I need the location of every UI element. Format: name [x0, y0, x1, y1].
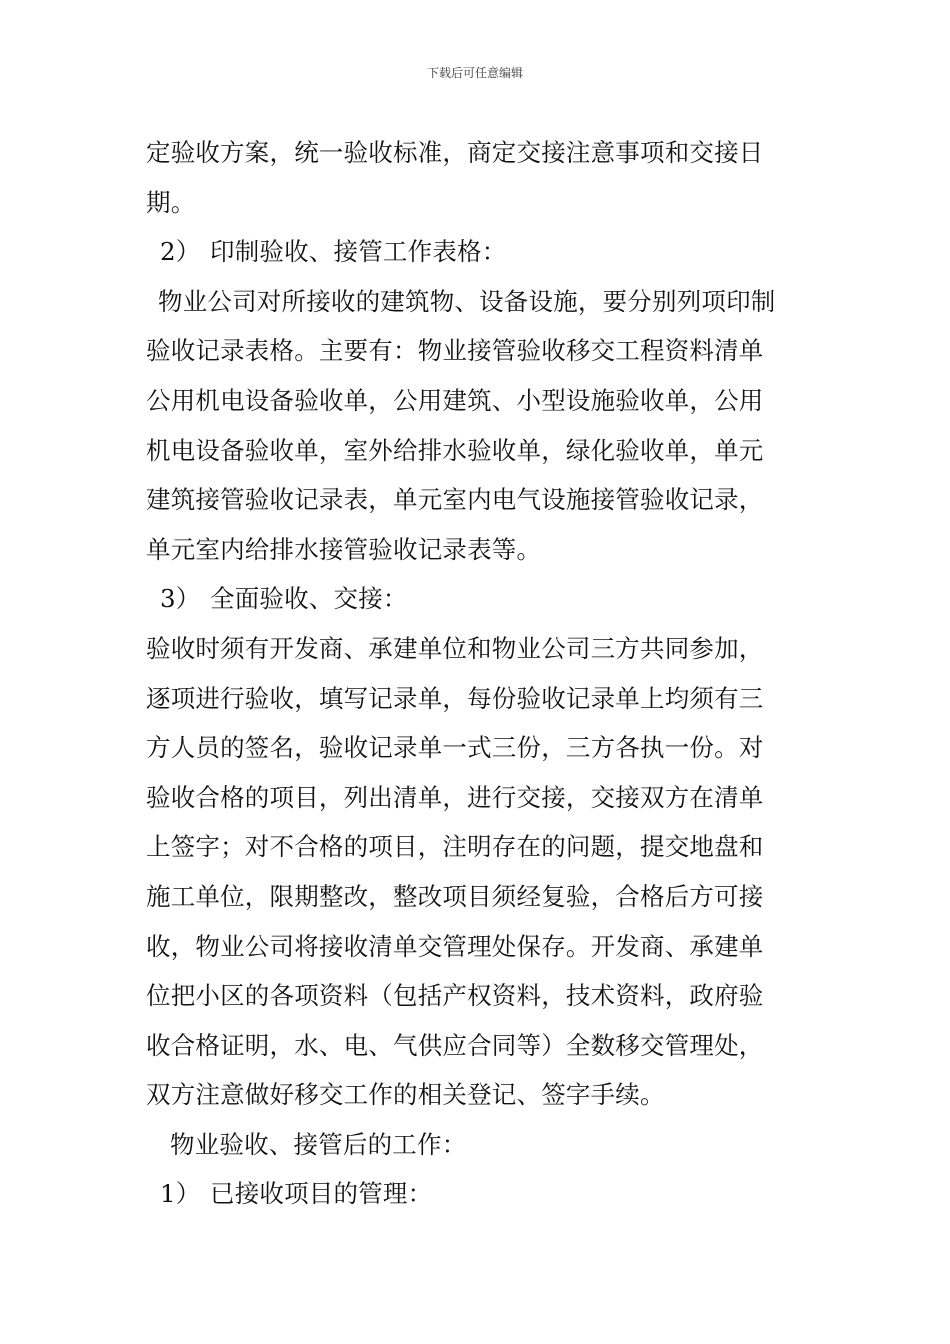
numbered-heading-1: [146, 1169, 816, 1219]
paragraph-line: 方人员的签名，验收记录单一式三份，三方各执一份。对: [146, 733, 764, 763]
paragraph-line: 上签字；对不合格的项目，注明存在的问题，提交地盘和: [146, 832, 764, 862]
paragraph-line: 逐项进行验收，填写记录单，每份验收记录单上均须有三: [146, 683, 764, 713]
heading-text: 全面验收、交接：: [210, 584, 408, 614]
item-number: 1）: [160, 1179, 201, 1209]
paragraph-line: 定验收方案，统一验收标准，商定交接注意事项和交接日: [146, 138, 764, 167]
numbered-heading-2: [146, 227, 816, 277]
paragraph-line: 收，物业公司将接收清单交管理处保存。开发商、承建单: [146, 931, 764, 961]
document-body: [146, 128, 816, 1219]
heading-text: 已接收项目的管理：: [210, 1179, 433, 1209]
paragraph-line: 公用机电设备验收单，公用建筑、小型设施验收单，公用: [146, 385, 764, 415]
paragraph-line: 收合格证明，水、电、气供应合同等）全数移交管理处，: [146, 1030, 764, 1060]
heading-text: 印制验收、接管工作表格：: [210, 237, 507, 267]
paragraph-line: 单元室内给排水接管验收记录表等。: [146, 534, 542, 564]
page-header: 下载后可任意编辑: [426, 66, 523, 80]
paragraph-line: 双方注意做好移交工作的相关登记、签字手续。: [146, 1080, 665, 1110]
paragraph-line: 位把小区的各项资料（包括产权资料，技术资料，政府验: [146, 981, 764, 1011]
numbered-heading-3: [146, 574, 816, 624]
paragraph-line: 建筑接管验收记录表，单元室内电气设施接管验收记录，: [146, 485, 764, 515]
paragraph-line: 期。: [146, 187, 196, 217]
paragraph-line: 验收记录表格。主要有：物业接管验收移交工程资料清单: [146, 336, 764, 366]
item-number: 3）: [160, 584, 201, 614]
paragraph-line: 验收时须有开发商、承建单位和物业公司三方共同参加，: [146, 633, 764, 663]
item-number: 2）: [160, 237, 201, 267]
paragraph-line: 物业公司对所接收的建筑物、设备设施，要分别列项印制: [158, 286, 776, 316]
paragraph-line: 施工单位，限期整改，整改项目须经复验，合格后方可接: [146, 881, 764, 911]
section-heading: 物业验收、接管后的工作：: [170, 1129, 467, 1159]
paragraph-line: 机电设备验收单，室外给排水验收单，绿化验收单，单元: [146, 435, 764, 465]
paragraph-line: 验收合格的项目，列出清单，进行交接，交接双方在清单: [146, 782, 764, 812]
